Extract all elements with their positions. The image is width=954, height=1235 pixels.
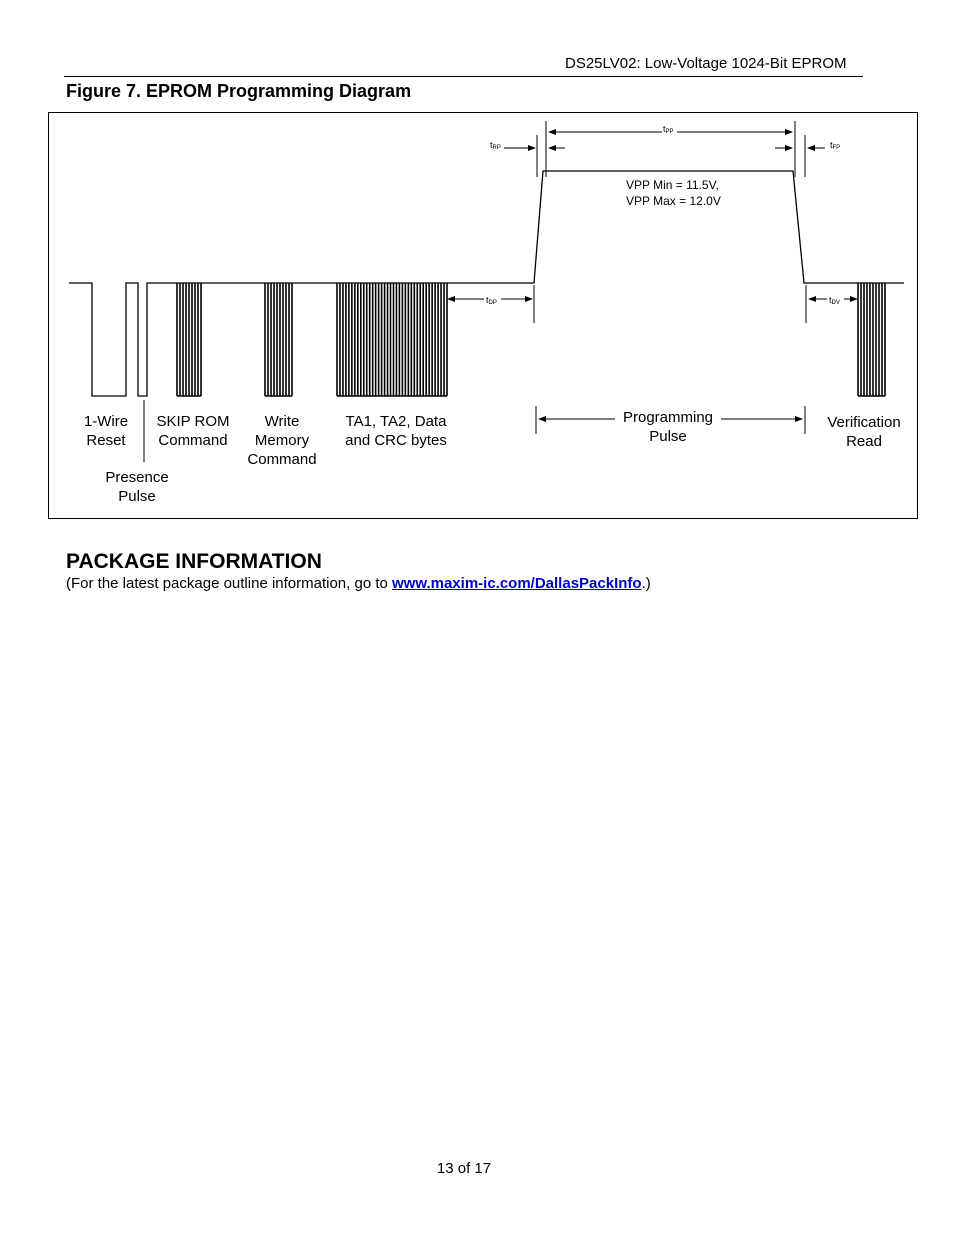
waveform-svg [49, 113, 918, 519]
dallas-pack-info-link[interactable]: www.maxim-ic.com/DallasPackInfo [392, 575, 642, 592]
header-rule [64, 76, 863, 77]
vpp-range-text: VPP Min = 11.5V, VPP Max = 12.0V [626, 178, 721, 208]
trp-label: $t_{RP}$ [490, 140, 501, 151]
tfp-label: $t_{FP}$ [830, 140, 841, 151]
label-programming-pulse: Programming Pulse [615, 408, 721, 446]
label-skip-rom: SKIP ROM Command [156, 413, 230, 449]
page-number: 13 of 17 [436, 1160, 492, 1177]
document-header-title: DS25LV02: Low-Voltage 1024-Bit EPROM [565, 55, 847, 72]
label-1wire-reset: 1-Wire Reset [83, 413, 129, 449]
tpp-label: $t_{PP}$ [663, 124, 674, 135]
label-presence-pulse: Presence Pulse [105, 469, 169, 505]
tdv-label: $t_{DV}$ [829, 295, 840, 306]
label-ta-data: TA1, TA2, Data and CRC bytes [345, 413, 447, 449]
package-text-after: .) [641, 575, 651, 592]
package-information-heading: PACKAGE INFORMATION [66, 550, 322, 573]
tdp-label: $t_{DP}$ [486, 295, 497, 306]
package-information-text [66, 575, 651, 592]
label-verification-read: Verification Read [827, 414, 901, 450]
label-write-memory: Write Memory Command [247, 413, 317, 468]
figure-title: Figure 7. EPROM Programming Diagram [66, 81, 412, 101]
eprom-programming-diagram [48, 112, 918, 519]
package-text-before: (For the latest package outline information, go to [66, 575, 393, 592]
